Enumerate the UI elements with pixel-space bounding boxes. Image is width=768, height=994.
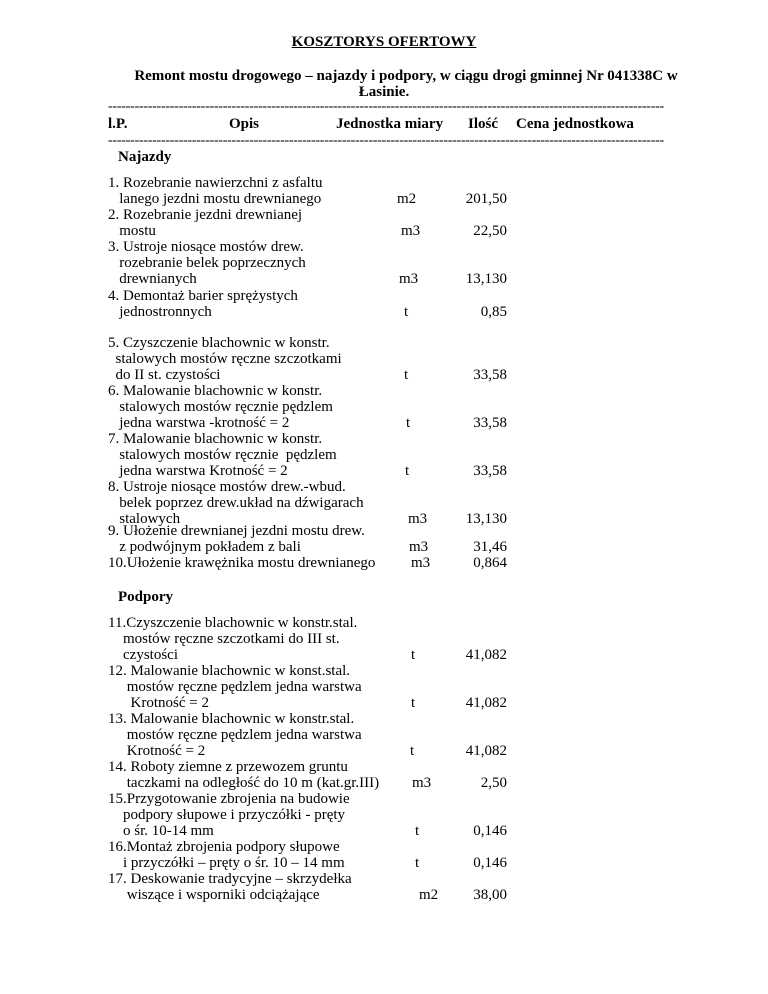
item-description-line: czystości xyxy=(108,647,178,663)
item-description-line: mostu xyxy=(108,223,156,239)
item-quantity: 201,50 xyxy=(465,191,507,207)
item-description-line: 9. Ułożenie drewnianej jezdni mostu drew. xyxy=(108,523,365,539)
item-unit: m2 xyxy=(397,191,417,207)
item-unit: t xyxy=(404,304,409,320)
item-description-line: i przyczółki – pręty o śr. 10 – 14 mm xyxy=(108,855,345,871)
item-quantity: 31,46 xyxy=(473,539,507,555)
item-quantity: 0,864 xyxy=(473,555,507,571)
item-description-line: jedna warstwa -krotność = 2 xyxy=(108,415,290,431)
item-description-line: jedna warstwa Krotność = 2 xyxy=(108,463,288,479)
item-quantity: 33,58 xyxy=(473,367,507,383)
item-unit: m3 xyxy=(412,775,432,791)
item-unit: t xyxy=(405,463,410,479)
item-unit: t xyxy=(406,415,411,431)
item-description-line: 15.Przygotowanie zbrojenia na budowie xyxy=(108,791,350,807)
item-description-line: stalowych mostów ręcznie pędzlem xyxy=(108,399,333,415)
item-description-line: do II st. czystości xyxy=(108,367,221,383)
item-description-line: 12. Malowanie blachownic w konst.stal. xyxy=(108,663,351,679)
item-unit: t xyxy=(415,855,420,871)
item-quantity: 0,146 xyxy=(473,855,507,871)
item-quantity: 2,50 xyxy=(480,775,507,791)
item-quantity: 41,082 xyxy=(465,743,507,759)
item-description-line: mostów ręczne szczotkami do III st. xyxy=(108,631,340,647)
item-unit: t xyxy=(415,823,420,839)
header-lp: l.P. xyxy=(108,116,128,132)
item-description-line: 7. Malowanie blachownic w konstr. xyxy=(108,431,323,447)
item-description-line: stalowych mostów ręczne szczotkami xyxy=(108,351,342,367)
header-cena-jednostkowa: Cena jednostkowa xyxy=(516,116,634,132)
divider-header: ------------------------------------------------------------------------------------------------------------------------------ xyxy=(108,133,664,148)
item-description-line: 6. Malowanie blachownic w konstr. xyxy=(108,383,323,399)
subtitle-line-2: Łasinie. xyxy=(358,84,410,100)
item-description-line: 14. Roboty ziemne z przewozem gruntu xyxy=(108,759,348,775)
item-description-line: o śr. 10-14 mm xyxy=(108,823,214,839)
item-quantity: 0,146 xyxy=(473,823,507,839)
item-description-line: 5. Czyszczenie blachownic w konstr. xyxy=(108,335,330,351)
item-description-line: Krotność = 2 xyxy=(108,695,209,711)
item-quantity: 33,58 xyxy=(473,463,507,479)
section-podpory: Podpory xyxy=(118,589,174,605)
section-najazdy: Najazdy xyxy=(118,149,172,165)
item-unit: m3 xyxy=(401,223,421,239)
item-unit: t xyxy=(411,647,416,663)
header-opis: Opis xyxy=(229,116,260,132)
item-unit: m3 xyxy=(411,555,431,571)
item-quantity: 0,85 xyxy=(480,304,507,320)
item-quantity: 41,082 xyxy=(465,695,507,711)
item-description-line: stalowych mostów ręcznie pędzlem xyxy=(108,447,337,463)
item-unit: t xyxy=(404,367,409,383)
item-description-line: mostów ręczne pędzlem jedna warstwa xyxy=(108,727,362,743)
item-description-line: belek poprzez drew.układ na dźwigarach xyxy=(108,495,364,511)
item-description-line: rozebranie belek poprzecznych xyxy=(108,255,306,271)
item-description-line: 10.Ułożenie krawężnika mostu drewnianego xyxy=(108,555,376,571)
item-description-line: Krotność = 2 xyxy=(108,743,206,759)
item-unit: t xyxy=(411,695,416,711)
item-description-line: 17. Deskowanie tradycyjne – skrzydełka xyxy=(108,871,352,887)
item-description-line: 3. Ustroje niosące mostów drew. xyxy=(108,239,304,255)
item-description-line: taczkami na odległość do 10 m (kat.gr.III) xyxy=(108,775,380,791)
item-description-line: 1. Rozebranie nawierzchni z asfaltu xyxy=(108,175,323,191)
item-unit: t xyxy=(410,743,415,759)
item-description-line: wiszące i wsporniki odciążające xyxy=(108,887,320,903)
item-quantity: 13,130 xyxy=(465,511,507,527)
header-jednostka-miary: Jednostka miary xyxy=(336,116,444,132)
item-quantity: 41,082 xyxy=(465,647,507,663)
item-description-line: drewnianych xyxy=(108,271,197,287)
subtitle-line-1: Remont mostu drogowego – najazdy i podpory, w ciągu drogi gminnej Nr 041338C w xyxy=(134,68,678,84)
item-description-line: z podwójnym pokładem z bali xyxy=(108,539,301,555)
item-description-line: 8. Ustroje niosące mostów drew.-wbud. xyxy=(108,479,346,495)
item-unit: m3 xyxy=(408,511,428,527)
item-description-line: 13. Malowanie blachownic w konstr.stal. xyxy=(108,711,355,727)
document-title: KOSZTORYS OFERTOWY xyxy=(291,34,477,50)
item-description-line: 11.Czyszczenie blachownic w konstr.stal. xyxy=(108,615,358,631)
item-description-line: 16.Montaż zbrojenia podpory słupowe xyxy=(108,839,340,855)
item-quantity: 33,58 xyxy=(473,415,507,431)
item-unit: m3 xyxy=(399,271,419,287)
item-unit: m2 xyxy=(419,887,439,903)
item-description-line: stalowych xyxy=(108,511,181,527)
item-quantity: 13,130 xyxy=(465,271,507,287)
item-description-line: podpory słupowe i przyczółki - pręty xyxy=(108,807,346,823)
item-description-line: mostów ręczne pędzlem jedna warstwa xyxy=(108,679,362,695)
item-quantity: 38,00 xyxy=(473,887,507,903)
item-description-line: 4. Demontaż barier sprężystych xyxy=(108,288,298,304)
item-description-line: 2. Rozebranie jezdni drewnianej xyxy=(108,207,303,223)
item-description-line: jednostronnych xyxy=(108,304,212,320)
item-description-line: lanego jezdni mostu drewnianego xyxy=(108,191,322,207)
item-quantity: 22,50 xyxy=(473,223,507,239)
header-ilosc: Ilość xyxy=(468,116,498,132)
item-unit: m3 xyxy=(409,539,429,555)
divider-top: ------------------------------------------------------------------------------------------------------------------------------ xyxy=(108,99,664,114)
